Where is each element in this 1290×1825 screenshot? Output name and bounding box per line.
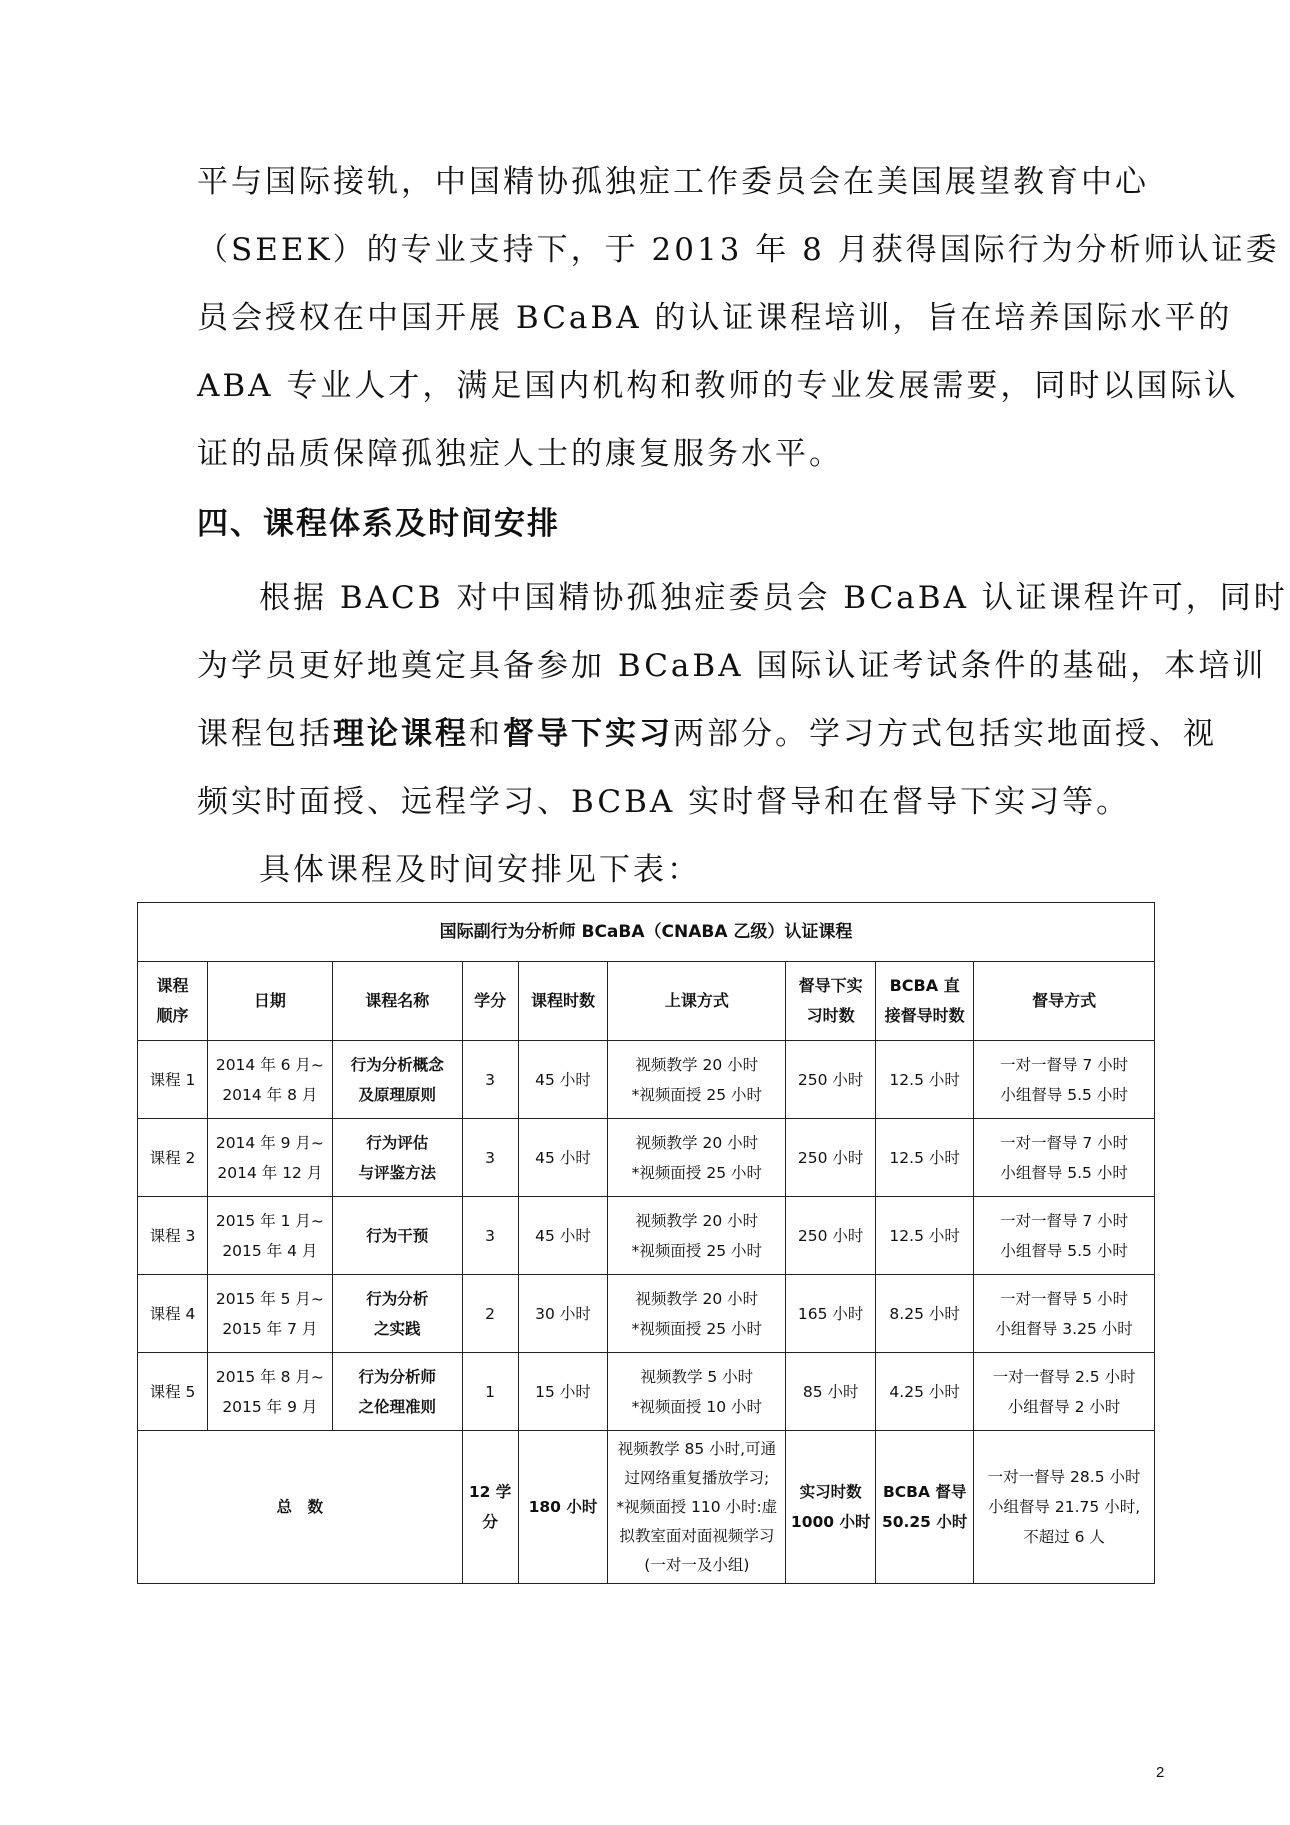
- cell-date: 2014 年 9 月~ 2014 年 12 月: [207, 1119, 332, 1197]
- cell-practice: 165 小时: [786, 1275, 876, 1353]
- cell-bcba: 12.5 小时: [876, 1041, 974, 1119]
- total-practice: 实习时数 1000 小时: [786, 1431, 876, 1584]
- bold-term-theory: 理论课程: [333, 716, 469, 752]
- page-number: 2: [1156, 1764, 1165, 1781]
- table-header-row: [138, 962, 1155, 1041]
- paragraph-line: 频实时面授、远程学习、BCBA 实时督导和在督导下实习等。: [197, 784, 1131, 820]
- cell-supervision: 一对一督导 7 小时 小组督导 5.5 小时: [974, 1197, 1155, 1275]
- cell-mode: 视频教学 5 小时 *视频面授 10 小时: [608, 1353, 786, 1431]
- paragraph-line: 平与国际接轨，中国精协孤独症工作委员会在美国展望教育中心: [197, 164, 1149, 200]
- cell-credit: 3: [462, 1119, 518, 1197]
- header-date: 日期: [207, 962, 332, 1041]
- cell-name: 行为分析师 之伦理准则: [332, 1353, 462, 1431]
- course-table: [137, 902, 1155, 1584]
- total-credit: 12 学 分: [462, 1431, 518, 1584]
- header-credit: 学分: [462, 962, 518, 1041]
- header-hours: 课程时数: [518, 962, 608, 1041]
- paragraph-line: 员会授权在中国开展 BCaBA 的认证课程培训，旨在培养国际水平的: [197, 300, 1233, 336]
- cell-practice: 250 小时: [786, 1197, 876, 1275]
- header-supervision: 督导方式: [974, 962, 1155, 1041]
- course-paragraph: [197, 564, 1288, 904]
- cell-date: 2015 年 8 月~ 2015 年 9 月: [207, 1353, 332, 1431]
- total-bcba: BCBA 督导 50.25 小时: [876, 1431, 974, 1584]
- paragraph-line: 为学员更好地奠定具备参加 BCaBA 国际认证考试条件的基础，本培训: [197, 648, 1267, 684]
- cell-mode: 视频教学 20 小时 *视频面授 25 小时: [608, 1275, 786, 1353]
- paragraph-text: 两部分。学习方式包括实地面授、视: [673, 716, 1217, 752]
- total-mode: 视频教学 85 小时,可通 过网络重复播放学习; *视频面授 110 小时:虚 拟教室面对面视频学习 (一对一及小组): [608, 1431, 786, 1584]
- cell-credit: 3: [462, 1197, 518, 1275]
- cell-practice: 250 小时: [786, 1041, 876, 1119]
- paragraph-line: 证的品质保障孤独症人士的康复服务水平。: [197, 436, 843, 472]
- cell-bcba: 12.5 小时: [876, 1119, 974, 1197]
- paragraph-text: 课程包括: [197, 716, 333, 752]
- cell-bcba: 12.5 小时: [876, 1197, 974, 1275]
- bold-term-practice: 督导下实习: [503, 716, 673, 752]
- cell-order: 课程 3: [138, 1197, 208, 1275]
- total-label: 总 数: [138, 1431, 463, 1584]
- table-row: [138, 1197, 1155, 1275]
- cell-bcba: 8.25 小时: [876, 1275, 974, 1353]
- cell-hours: 15 小时: [518, 1353, 608, 1431]
- paragraph-line: 根据 BACB 对中国精协孤独症委员会 BCaBA 认证课程许可，同时: [259, 580, 1288, 616]
- cell-date: 2015 年 1 月~ 2015 年 4 月: [207, 1197, 332, 1275]
- cell-name: 行为干预: [332, 1197, 462, 1275]
- cell-order: 课程 1: [138, 1041, 208, 1119]
- table-total-row: [138, 1431, 1155, 1584]
- cell-order: 课程 5: [138, 1353, 208, 1431]
- cell-name: 行为评估 与评鉴方法: [332, 1119, 462, 1197]
- total-hours: 180 小时: [518, 1431, 608, 1584]
- header-mode: 上课方式: [608, 962, 786, 1041]
- cell-order: 课程 2: [138, 1119, 208, 1197]
- cell-hours: 30 小时: [518, 1275, 608, 1353]
- intro-paragraph: [197, 148, 1280, 488]
- table-intro: 具体课程及时间安排见下表：: [259, 852, 701, 888]
- cell-supervision: 一对一督导 7 小时 小组督导 5.5 小时: [974, 1119, 1155, 1197]
- paragraph-line: （SEEK）的专业支持下，于 2013 年 8 月获得国际行为分析师认证委: [197, 232, 1280, 268]
- cell-credit: 2: [462, 1275, 518, 1353]
- cell-practice: 250 小时: [786, 1119, 876, 1197]
- cell-hours: 45 小时: [518, 1041, 608, 1119]
- cell-practice: 85 小时: [786, 1353, 876, 1431]
- cell-credit: 3: [462, 1041, 518, 1119]
- paragraph-line: [197, 700, 1217, 768]
- cell-name: 行为分析 之实践: [332, 1275, 462, 1353]
- paragraph-line: ABA 专业人才，满足国内机构和教师的专业发展需要，同时以国际认: [197, 368, 1239, 404]
- cell-supervision: 一对一督导 5 小时 小组督导 3.25 小时: [974, 1275, 1155, 1353]
- section-heading: 四、课程体系及时间安排: [197, 506, 560, 542]
- table-row: [138, 1275, 1155, 1353]
- cell-bcba: 4.25 小时: [876, 1353, 974, 1431]
- paragraph-text: 和: [469, 716, 503, 752]
- header-bcba: BCBA 直接督导时数: [876, 962, 974, 1041]
- table-row: [138, 1119, 1155, 1197]
- header-name: 课程名称: [332, 962, 462, 1041]
- table-title: 国际副行为分析师 BCaBA（CNABA 乙级）认证课程: [138, 903, 1155, 962]
- table-row: [138, 1041, 1155, 1119]
- cell-hours: 45 小时: [518, 1197, 608, 1275]
- cell-mode: 视频教学 20 小时 *视频面授 25 小时: [608, 1119, 786, 1197]
- cell-name: 行为分析概念 及原理原则: [332, 1041, 462, 1119]
- cell-date: 2014 年 6 月~ 2014 年 8 月: [207, 1041, 332, 1119]
- header-practice: 督导下实习时数: [786, 962, 876, 1041]
- cell-hours: 45 小时: [518, 1119, 608, 1197]
- cell-mode: 视频教学 20 小时 *视频面授 25 小时: [608, 1197, 786, 1275]
- cell-mode: 视频教学 20 小时 *视频面授 25 小时: [608, 1041, 786, 1119]
- cell-order: 课程 4: [138, 1275, 208, 1353]
- table-row: [138, 1353, 1155, 1431]
- total-supervision: 一对一督导 28.5 小时 小组督导 21.75 小时, 不超过 6 人: [974, 1431, 1155, 1584]
- cell-supervision: 一对一督导 7 小时 小组督导 5.5 小时: [974, 1041, 1155, 1119]
- cell-date: 2015 年 5 月~ 2015 年 7 月: [207, 1275, 332, 1353]
- cell-credit: 1: [462, 1353, 518, 1431]
- header-order: 课程顺序: [138, 962, 208, 1041]
- cell-supervision: 一对一督导 2.5 小时 小组督导 2 小时: [974, 1353, 1155, 1431]
